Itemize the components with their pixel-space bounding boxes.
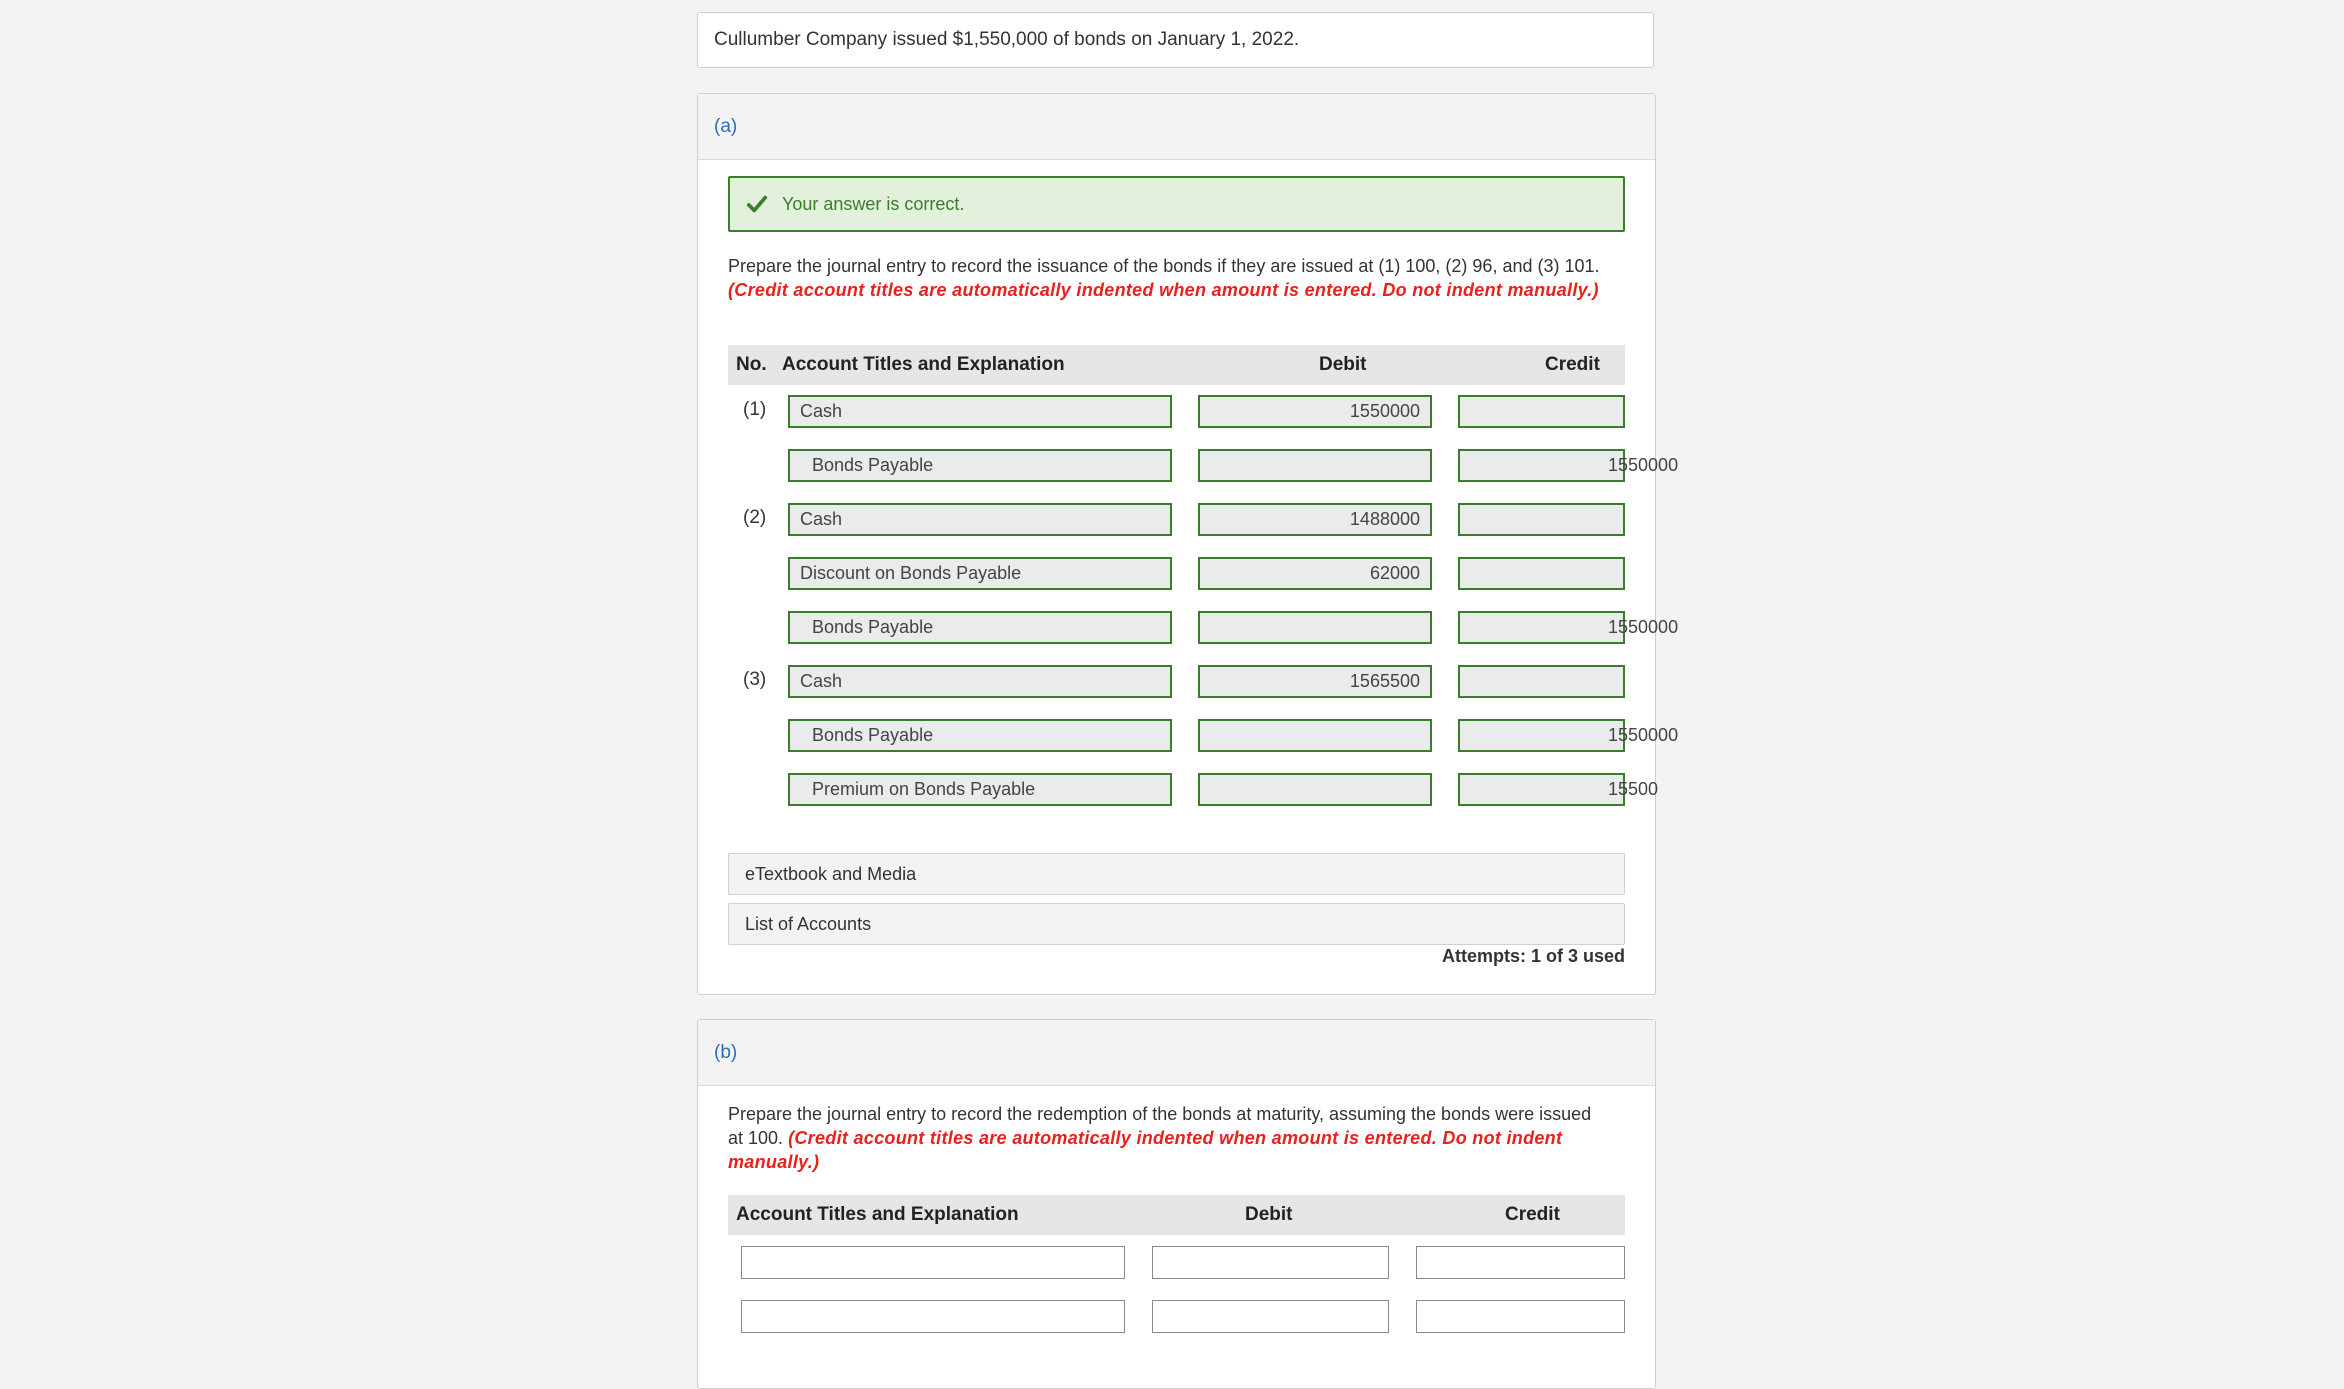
col-debit: Debit	[1245, 1204, 1293, 1225]
part-b-instruction-text: Prepare the journal entry to record the redemption of the bonds at maturity, assuming the bonds were issued at 100.	[728, 1104, 1592, 1148]
part-b-label: (b)	[714, 1041, 738, 1063]
part-b-panel	[697, 1019, 1656, 1389]
debit-field[interactable]	[1152, 1300, 1389, 1333]
debit-field[interactable]: 1488000	[1198, 503, 1432, 536]
account-field[interactable]: Bonds Payable	[788, 611, 1172, 644]
credit-field[interactable]: 1550000	[1458, 611, 1625, 644]
entry-number: (3)	[743, 669, 767, 690]
attempts-counter: Attempts: 1 of 3 used	[1441, 946, 1625, 966]
col-no: No.	[736, 354, 767, 375]
part-a-table-header	[728, 345, 1625, 385]
credit-field[interactable]	[1458, 503, 1625, 536]
part-a-label: (a)	[714, 115, 738, 137]
credit-field[interactable]	[1416, 1246, 1625, 1279]
debit-field[interactable]	[1198, 449, 1432, 482]
part-a-instruction-text: Prepare the journal entry to record the issuance of the bonds if they are issued at (1) 100, (2) 96, and (3) 101.	[728, 256, 1600, 276]
account-field[interactable]: Cash	[788, 395, 1172, 428]
account-field[interactable]: Bonds Payable	[788, 449, 1172, 482]
debit-field[interactable]: 62000	[1198, 557, 1432, 590]
debit-field[interactable]	[1152, 1246, 1389, 1279]
entry-number: (2)	[743, 507, 767, 528]
etextbook-and-media[interactable]: eTextbook and Media	[728, 853, 1625, 895]
debit-field[interactable]: 1550000	[1198, 395, 1432, 428]
correct-feedback-banner	[728, 176, 1625, 232]
feedback-text: Your answer is correct.	[782, 193, 965, 214]
account-field[interactable]: Bonds Payable	[788, 719, 1172, 752]
account-field[interactable]: Premium on Bonds Payable	[788, 773, 1172, 806]
part-b-table-header	[728, 1195, 1625, 1235]
debit-field[interactable]	[1198, 773, 1432, 806]
problem-statement: Cullumber Company issued $1,550,000 of bonds on January 1, 2022.	[697, 12, 1654, 68]
credit-field[interactable]	[1458, 557, 1625, 590]
col-credit: Credit	[1545, 354, 1600, 375]
part-a-header[interactable]	[698, 94, 1655, 160]
credit-field[interactable]: 15500	[1458, 773, 1625, 806]
col-credit: Credit	[1505, 1204, 1560, 1225]
debit-field[interactable]	[1198, 719, 1432, 752]
credit-field[interactable]	[1416, 1300, 1625, 1333]
part-b-header[interactable]	[698, 1020, 1655, 1086]
col-account: Account Titles and Explanation	[782, 354, 1065, 375]
entry-number: (1)	[743, 399, 767, 420]
part-a-note: (Credit account titles are automatically indented when amount is entered. Do not indent manually.)	[728, 280, 1599, 300]
credit-field[interactable]	[1458, 665, 1625, 698]
list-of-accounts[interactable]: List of Accounts	[728, 903, 1625, 945]
credit-field[interactable]: 1550000	[1458, 449, 1625, 482]
credit-field[interactable]: 1550000	[1458, 719, 1625, 752]
checkmark-icon	[746, 193, 768, 215]
col-debit: Debit	[1319, 354, 1367, 375]
account-field[interactable]: Discount on Bonds Payable	[788, 557, 1172, 590]
col-account: Account Titles and Explanation	[736, 1204, 1019, 1225]
account-field[interactable]	[741, 1246, 1125, 1279]
part-a-panel	[697, 93, 1679, 995]
debit-field[interactable]: 1565500	[1198, 665, 1432, 698]
part-b-instruction	[728, 1102, 1608, 1174]
account-field[interactable]: Cash	[788, 503, 1172, 536]
account-field[interactable]	[741, 1300, 1125, 1333]
debit-field[interactable]	[1198, 611, 1432, 644]
credit-field[interactable]	[1458, 395, 1625, 428]
part-a-instruction	[728, 254, 1618, 302]
part-b-note: (Credit account titles are automatically indented when amount is entered. Do not indent manually.)	[728, 1128, 1563, 1172]
account-field[interactable]: Cash	[788, 665, 1172, 698]
